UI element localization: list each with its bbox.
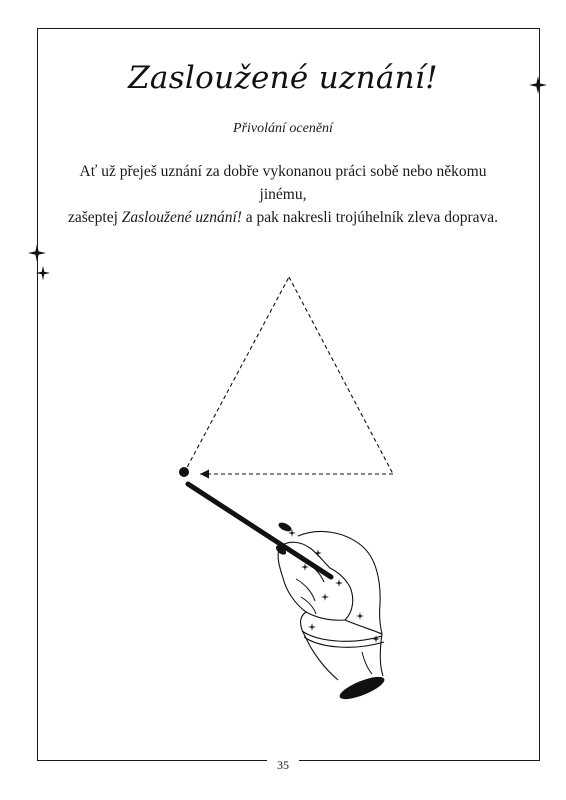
arrowhead-icon xyxy=(200,470,209,479)
page-subtitle: Přivolání ocenění xyxy=(233,121,333,136)
instruction-line-2-end: a pak nakresli trojúhelník zleva doprava. xyxy=(241,209,498,226)
page-title: Zasloužené uznání! xyxy=(128,60,438,96)
dashed-triangle xyxy=(184,277,393,474)
instruction-line-1: Ať už přeješ uznání za dobře vykonanou práci sobě nebo někomu jinému, xyxy=(79,163,487,203)
start-dot xyxy=(179,467,189,477)
hand-with-wand-icon xyxy=(188,484,387,703)
sparkle-icon xyxy=(529,76,547,94)
page-number: 35 xyxy=(267,758,299,773)
spell-phrase: Zasloužené uznání! xyxy=(121,209,242,226)
instruction-line-2-start: zašeptej xyxy=(67,209,122,226)
footer xyxy=(0,754,566,773)
sparkle-icon xyxy=(36,266,50,280)
sparkle-icon xyxy=(28,244,46,262)
